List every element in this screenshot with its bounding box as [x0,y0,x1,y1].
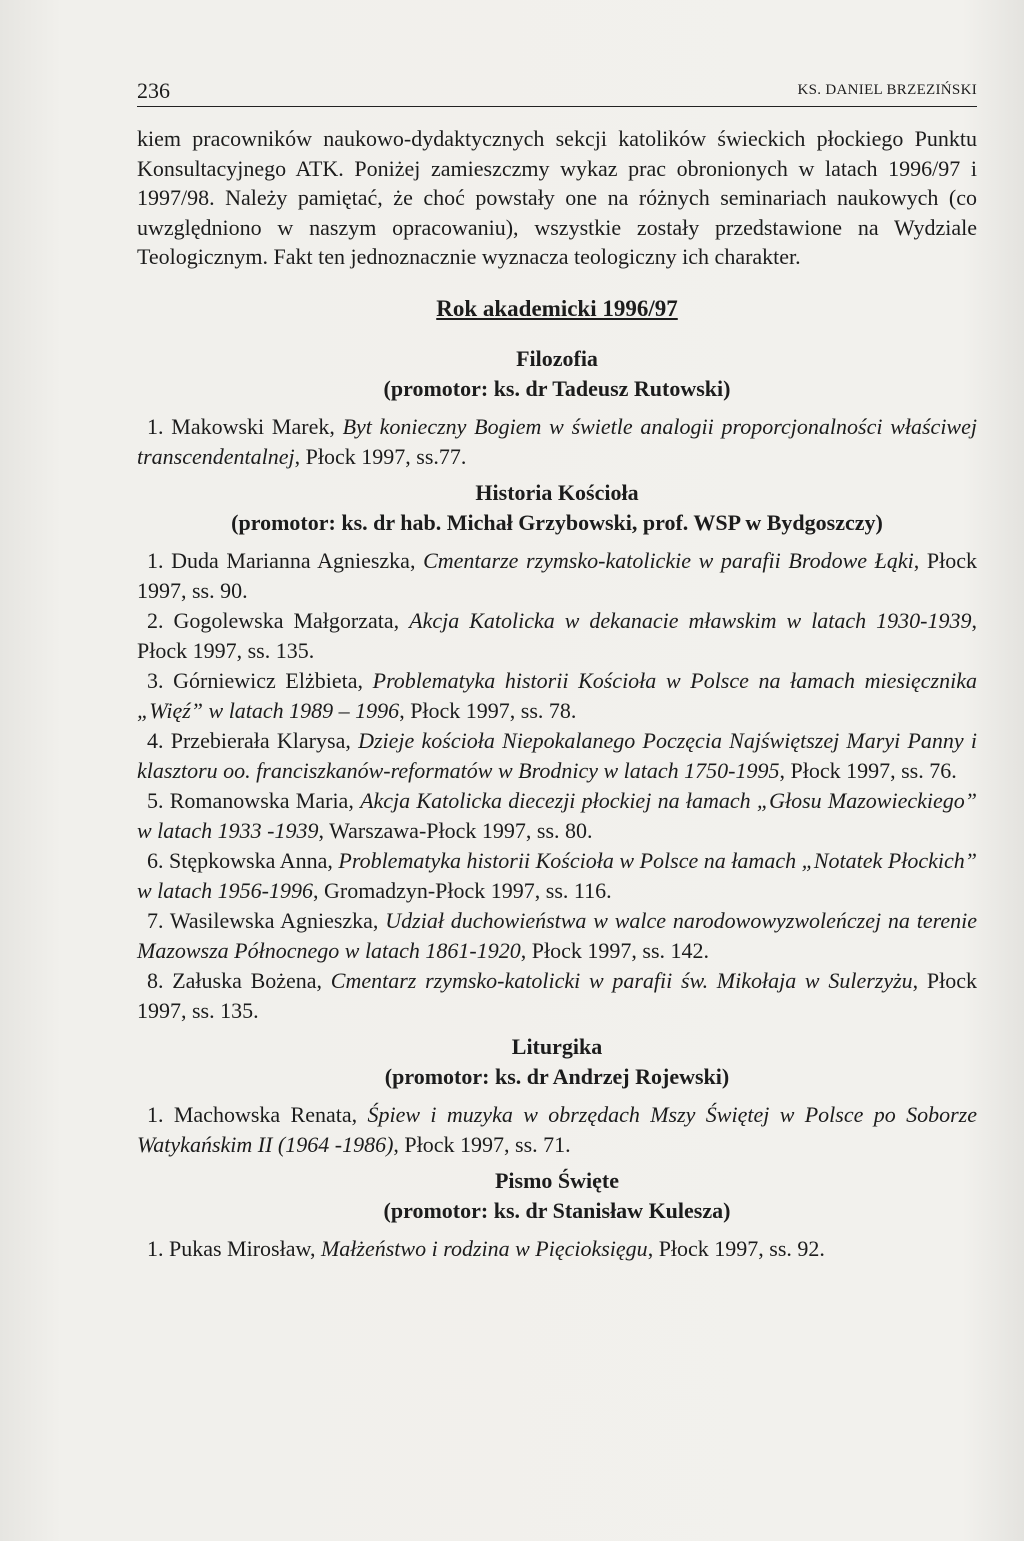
thesis-entry [137,546,977,606]
section [137,1032,977,1160]
entry-author: 1. Machowska Renata, [147,1101,368,1127]
thesis-entry [137,906,977,966]
entry-details: , Płock 1997, ss. 71. [393,1131,571,1157]
thesis-list [137,412,977,472]
entry-details: , Płock 1997, ss. 135. [137,967,978,1023]
entry-details: , Warszawa-Płock 1997, ss. 80. [318,817,593,843]
entry-author: 5. Romanowska Maria, [147,787,361,813]
entry-details: , Płock 1997, ss. 142. [520,937,710,963]
entry-author: 7. Wasilewska Agnieszka, [147,907,386,933]
entry-details: , Płock 1997, ss. 135. [137,607,977,663]
thesis-entry [137,786,977,846]
section-title: Liturgika [511,1033,603,1059]
section [137,478,977,1026]
entry-author: 4. Przebierała Klarysa, [147,727,359,753]
page-header [137,76,977,107]
section-title: Historia Kościoła [475,479,639,505]
thesis-list [137,1100,977,1160]
intro-paragraph: kiem pracowników naukowo-dydaktycznych sekcji katolików świeckich płockiego Punktu Konsultacyjnego ATK. Poniżej zamieszczmy wykaz prac obronionych w latach 1996/97 i 1997/98. Należy pamiętać, że choć powstały one na różnych seminariach naukowych (co uwzględniono w naszym opracowaniu), wszystkie zostały przedstawione na Wydziale Teologicznym. Fakt ten jednoznacznie wyznacza teologiczny ich charakter. [137,126,977,270]
thesis-entry [137,1100,977,1160]
entry-author: 6. Stępkowska Anna, [147,847,339,873]
entry-title: Cmentarze rzymsko-katolickie w parafii Brodowe Łąki [423,547,914,573]
thesis-entry [137,412,977,472]
page-body [137,124,977,1270]
entry-details: , Płock 1997, ss.77. [294,443,467,469]
thesis-entry [137,726,977,786]
section-promotor: (promotor: ks. dr Stanisław Kulesza) [383,1197,731,1223]
entry-author: 1. Duda Marianna Agnieszka, [147,547,424,573]
entry-title: Śpiew i muzyka w obrzędach Mszy Świętej w Polsce po Soborze Watykańskim II (1964 -1986) [137,1101,977,1157]
entry-author: 3. Górniewicz Elżbieta, [147,667,373,693]
entry-title: Cmentarz rzymsko-katolicki w parafii św. Mikołaja w Sulerzyżu [330,967,913,993]
section [137,344,977,472]
section-promotor: (promotor: ks. dr hab. Michał Grzybowski, prof. WSP w Bydgoszczy) [231,509,883,535]
entry-details: , Płock 1997, ss. 92. [647,1235,825,1261]
page-number: 236 [137,78,170,103]
entry-title: Byt konieczny Bogiem w świetle analogii proporcjonalności właściwej transcendentalnej [137,413,977,469]
thesis-list [137,546,977,1026]
sections-list [137,344,977,1264]
entry-title: Udział duchowieństwa w walce narodowowyzwoleńczej na terenie Mazowsza Północnego w latach 1861-1920 [137,907,977,963]
entry-title: Akcja Katolicka diecezji płockiej na łamach „Głosu Mazowieckiego” w latach 1933 -1939 [137,787,977,843]
thesis-entry [137,666,977,726]
entry-author: 1. Pukas Mirosław, [147,1235,321,1261]
entry-title: Problematyka historii Kościoła w Polsce na łamach miesięcznika „Więź” w latach 1989 – 1996 [137,667,977,723]
section-promotor: (promotor: ks. dr Andrzej Rojewski) [384,1063,730,1089]
entry-title: Dzieje kościoła Niepokalanego Poczęcia Najświętszej Maryi Panny i klasztoru oo. franciszkanów-reformatów w Brodnicy w latach 1750-1995 [137,727,977,783]
entry-author: 2. Gogolewska Małgorzata, [147,607,410,633]
entry-details: , Płock 1997, ss. 90. [137,547,977,603]
thesis-entry [137,846,977,906]
entry-details: , Płock 1997, ss. 76. [779,757,957,783]
thesis-entry [137,1234,977,1264]
entry-title: Małżeństwo i rodzina w Pięcioksięgu [320,1235,648,1261]
thesis-entry [137,966,977,1026]
thesis-list [137,1234,977,1264]
thesis-entry [137,606,977,666]
section [137,1166,977,1264]
academic-year-heading: Rok akademicki 1996/97 [436,295,678,321]
entry-title: Akcja Katolicka w dekanacie mławskim w latach 1930-1939 [409,607,972,633]
running-head: KS. DANIEL BRZEZIŃSKI [797,82,977,98]
entry-details: , Płock 1997, ss. 78. [399,697,577,723]
entry-details: , Gromadzyn-Płock 1997, ss. 116. [313,877,612,903]
section-promotor: (promotor: ks. dr Tadeusz Rutowski) [383,375,731,401]
entry-author: 1. Makowski Marek, [147,413,343,439]
section-title: Pismo Święte [494,1167,620,1193]
section-title: Filozofia [516,345,598,371]
entry-title: Problematyka historii Kościoła w Polsce na łamach „Notatek Płockich” w latach 1956-1996 [137,847,978,903]
entry-author: 8. Załuska Bożena, [147,967,331,993]
